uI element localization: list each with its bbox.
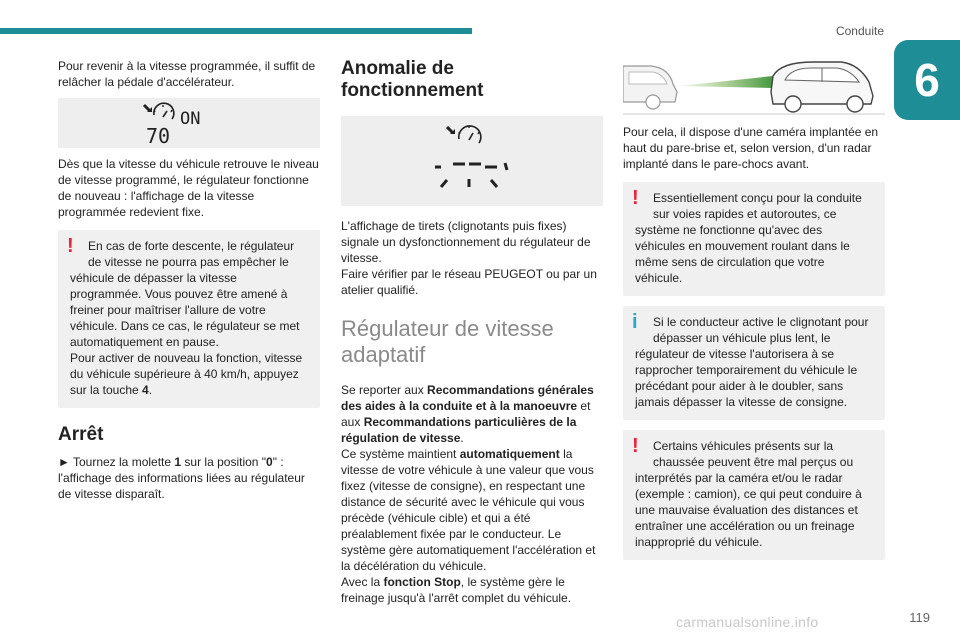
info-icon: i <box>632 311 638 333</box>
page-number: 119 <box>909 610 930 625</box>
key-number: 4 <box>142 383 149 397</box>
paragraph-stop <box>341 574 603 606</box>
paragraph-dashes: L'affichage de tirets (clignotants puis fixes) signale un dysfonctionnement du régulateur de vitesse. <box>341 219 591 265</box>
warning-box-descent <box>58 230 320 408</box>
arret-knob: 1 <box>174 455 182 469</box>
chapter-badge: 6 <box>894 40 960 120</box>
arret-text-c: sur la position " <box>181 455 267 469</box>
rec-text-5: . <box>460 431 464 445</box>
speedometer-dashes-icon <box>427 121 517 201</box>
paragraph-camera-radar: Pour cela, il dispose d'une caméra implantée en haut du pare-brise et, selon version, d'un radar implanté dans le pare-chocs avant. <box>623 125 879 171</box>
cars-radar-illustration <box>623 58 885 116</box>
section-name: Conduite <box>835 24 884 38</box>
warning-box-highways <box>623 182 885 296</box>
warning-icon: ! <box>67 235 74 257</box>
heading-adaptive-cruise: Régulateur de vitesse adaptatif <box>341 316 554 367</box>
paragraph-system <box>341 446 603 574</box>
figure-cars-radar <box>623 58 885 116</box>
stop-text-3: , le système gère le freinage jusqu'à l'arrêt complet du véhicule. <box>341 575 572 605</box>
rec-link-particular: Recommandations particulières de la régulation de vitesse <box>341 415 577 445</box>
arret-text-a: ► Tournez la molette <box>58 455 175 469</box>
warning-highways-first: Essentiellement conçu pour la conduite sur voies rapides et autoroutes, ce <box>653 191 862 221</box>
system-text-3: la vitesse de votre véhicule à une valeur que vous fixez (vitesse de consigne), en respectant une distance de sécurité avec le véhicule qui vous précède (véhicule cible) et qui a été préalablement fixée par le conducteur. Le système gère automatiquement l'accélération et la décélération du véhicule. <box>341 447 596 573</box>
paragraph-speed-regain: Dès que la vitesse du véhicule retrouve le niveau de vitesse programmé, le régulateur fonctionne de nouveau : l'affichage de la vitesse programmée redevient fixe. <box>58 157 319 219</box>
heading-anomalie: Anomalie de fonctionnement <box>341 58 484 101</box>
warning-box-detection <box>623 430 885 560</box>
column-right <box>623 58 885 560</box>
column-middle <box>341 58 603 606</box>
stop-text-1: Avec la <box>341 575 384 589</box>
rec-text-3: et aux <box>341 399 591 429</box>
warning-text-activate: Pour activer de nouveau la fonction, vitesse du véhicule supérieure à 40 km/h, appuyez sur la touche <box>70 351 303 397</box>
warning-detection-first: Certains véhicules présents sur la chaussée peuvent être mal perçus ou <box>653 439 854 469</box>
figure-dashes <box>341 116 603 206</box>
rec-link-general: Recommandations générales des aides à la conduite et à la manoeuvre <box>341 383 594 413</box>
paragraph-arret <box>58 454 320 502</box>
stop-function: fonction Stop <box>383 575 461 589</box>
warning-text-first: En cas de forte descente, le régulateur de vitesse ne pourra pas empêcher le <box>88 239 295 269</box>
warning-icon: ! <box>632 435 639 457</box>
paragraph-workshop: Faire vérifier par le réseau PEUGEOT ou par un atelier qualifié. <box>341 267 597 297</box>
system-text-1: Ce système maintient <box>341 447 460 461</box>
heading-arret: Arrêt <box>58 424 104 445</box>
rec-text-1: Se reporter aux <box>341 383 428 397</box>
speedometer-icon <box>134 101 244 145</box>
system-automatic: automatiquement <box>459 447 560 461</box>
warning-detection-rest: interprétés par la caméra et/ou le radar (exemple : camion), ce qui peut conduire à une mauvaise évaluation des distances et entraîner une accélération ou un freinage inapproprié du véhicule. <box>635 471 862 549</box>
paragraph-recommendations <box>341 382 603 446</box>
top-accent-bar <box>0 28 472 34</box>
warning-highways-rest: système ne fonctionne qu'avec des véhicules en mouvement roulant dans le même sens de circulation que votre véhicule. <box>635 223 850 285</box>
paragraph-resume: Pour revenir à la vitesse programmée, il suffit de relâcher la pédale d'accélérateur. <box>58 59 316 89</box>
arret-text-e: " : l'affichage des informations liées au régulateur de vitesse disparaît. <box>58 455 305 501</box>
arret-position: 0 <box>266 455 273 469</box>
column-left <box>58 58 320 502</box>
figure-speed-value: 70 <box>146 124 171 145</box>
figure-speed-on <box>58 98 320 148</box>
info-overtaking-first: Si le conducteur active le clignotant pour dépasser un véhicule plus lent, le <box>653 315 869 345</box>
info-box-overtaking <box>623 306 885 420</box>
watermark: carmanualsonline.info <box>676 614 819 630</box>
info-overtaking-rest: régulateur de vitesse l'autorisera à se rapprocher temporairement du véhicule le précédant pour aider à le doubler, sans jamais dépasser la vitesse de consigne. <box>635 347 858 409</box>
period: . <box>148 383 153 397</box>
figure-on-label: ON <box>180 109 201 129</box>
warning-text-rest: véhicule de dépasser la vitesse programmée. Vous pouvez être amené à freiner pour maîtriser l'allure de votre véhicule. Dans ce cas, le régulateur se met automatiquement en pause. <box>70 271 300 349</box>
warning-icon: ! <box>632 187 639 209</box>
